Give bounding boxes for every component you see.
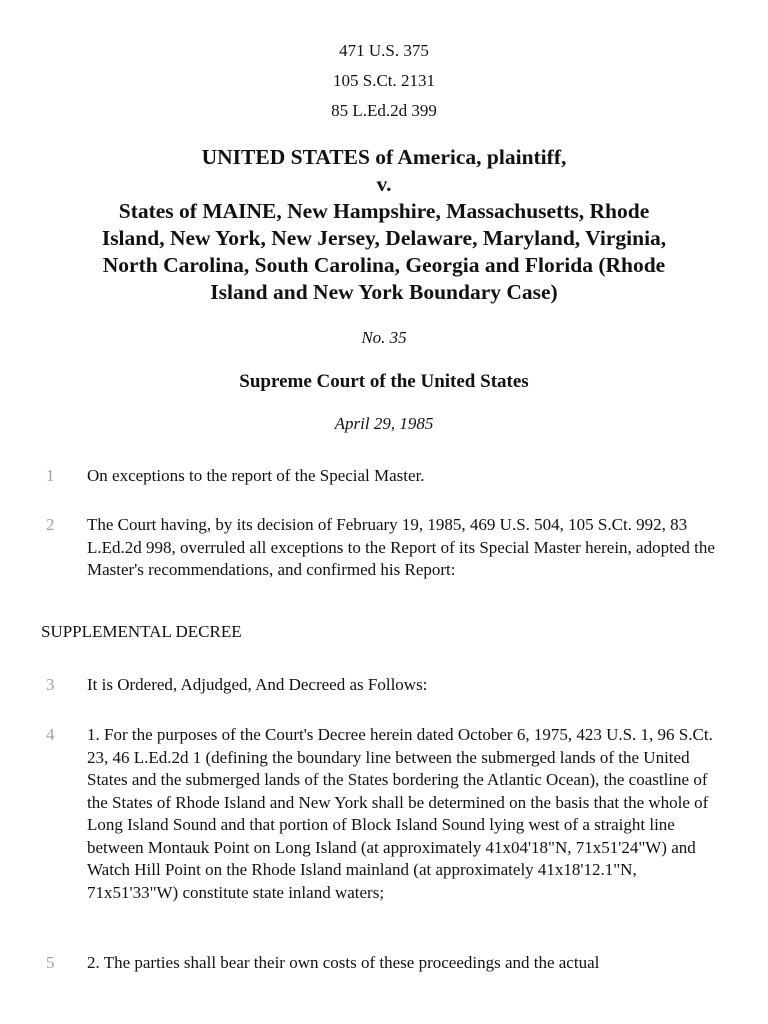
citation-supreme-court-reporter: 105 S.Ct. 2131 bbox=[332, 71, 436, 90]
case-title-defendants-line-1: States of MAINE, New Hampshire, Massachusetts, Rhode bbox=[118, 199, 650, 223]
case-title-plaintiff: UNITED STATES of America, plaintiff, bbox=[201, 145, 567, 169]
paragraph-number: 1 bbox=[46, 466, 55, 485]
citation-us-reports: 471 U.S. 375 bbox=[339, 41, 429, 60]
court-name: Supreme Court of the United States bbox=[239, 371, 529, 392]
paragraph-number: 4 bbox=[46, 725, 55, 744]
decision-date: April 29, 1985 bbox=[334, 414, 434, 433]
paragraph-text: 2. The parties shall bear their own costs of these proceedings and the actual bbox=[87, 953, 600, 972]
case-title bbox=[40, 144, 728, 306]
paragraph-text: It is Ordered, Adjudged, And Decreed as Follows: bbox=[87, 675, 428, 694]
citation-block bbox=[0, 36, 768, 126]
case-title-defendants-line-2: Island, New York, New Jersey, Delaware, Maryland, Virginia, bbox=[101, 226, 667, 250]
docket-number: No. 35 bbox=[361, 328, 407, 347]
case-title-defendants-line-3: North Carolina, South Carolina, Georgia and Florida (Rhode bbox=[102, 253, 666, 277]
supplemental-decree-heading: SUPPLEMENTAL DECREE bbox=[41, 622, 242, 641]
citation-lawyers-edition: 85 L.Ed.2d 399 bbox=[331, 101, 437, 120]
paragraph-text: 1. For the purposes of the Court's Decree herein dated October 6, 1975, 423 U.S. 1, 96 S.Ct. 23, 46 L.Ed.2d 1 (defining the boundary line between the submerged lands of the United States and the submerged lands of the States bordering the Atlantic Ocean), the coastline of the States of Rhode Island and New York shall be determined on the basis that the whole of Long Island Sound and that portion of Block Island Sound lying west of a straight line between Montauk Point on Long Island (at approximately 41x04'18"N, 71x51'24"W) and Watch Hill Point on the Rhode Island mainland (at approximately 41x18'12.1"N, 71x51'33"W) constitute state inland waters; bbox=[87, 725, 713, 902]
paragraph-text: The Court having, by its decision of February 19, 1985, 469 U.S. 504, 105 S.Ct. 992, 83 L.Ed.2d 998, overruled all exceptions to the Report of its Special Master herein, adopted the Master's recommendations, and confirmed his Report: bbox=[87, 515, 715, 579]
case-title-versus: v. bbox=[376, 172, 392, 196]
paragraph-number: 3 bbox=[46, 675, 55, 694]
paragraph-number: 2 bbox=[46, 515, 55, 534]
paragraph-number: 5 bbox=[46, 953, 55, 972]
case-title-defendants-line-4: Island and New York Boundary Case) bbox=[210, 280, 558, 304]
paragraph-text: On exceptions to the report of the Special Master. bbox=[87, 466, 425, 485]
